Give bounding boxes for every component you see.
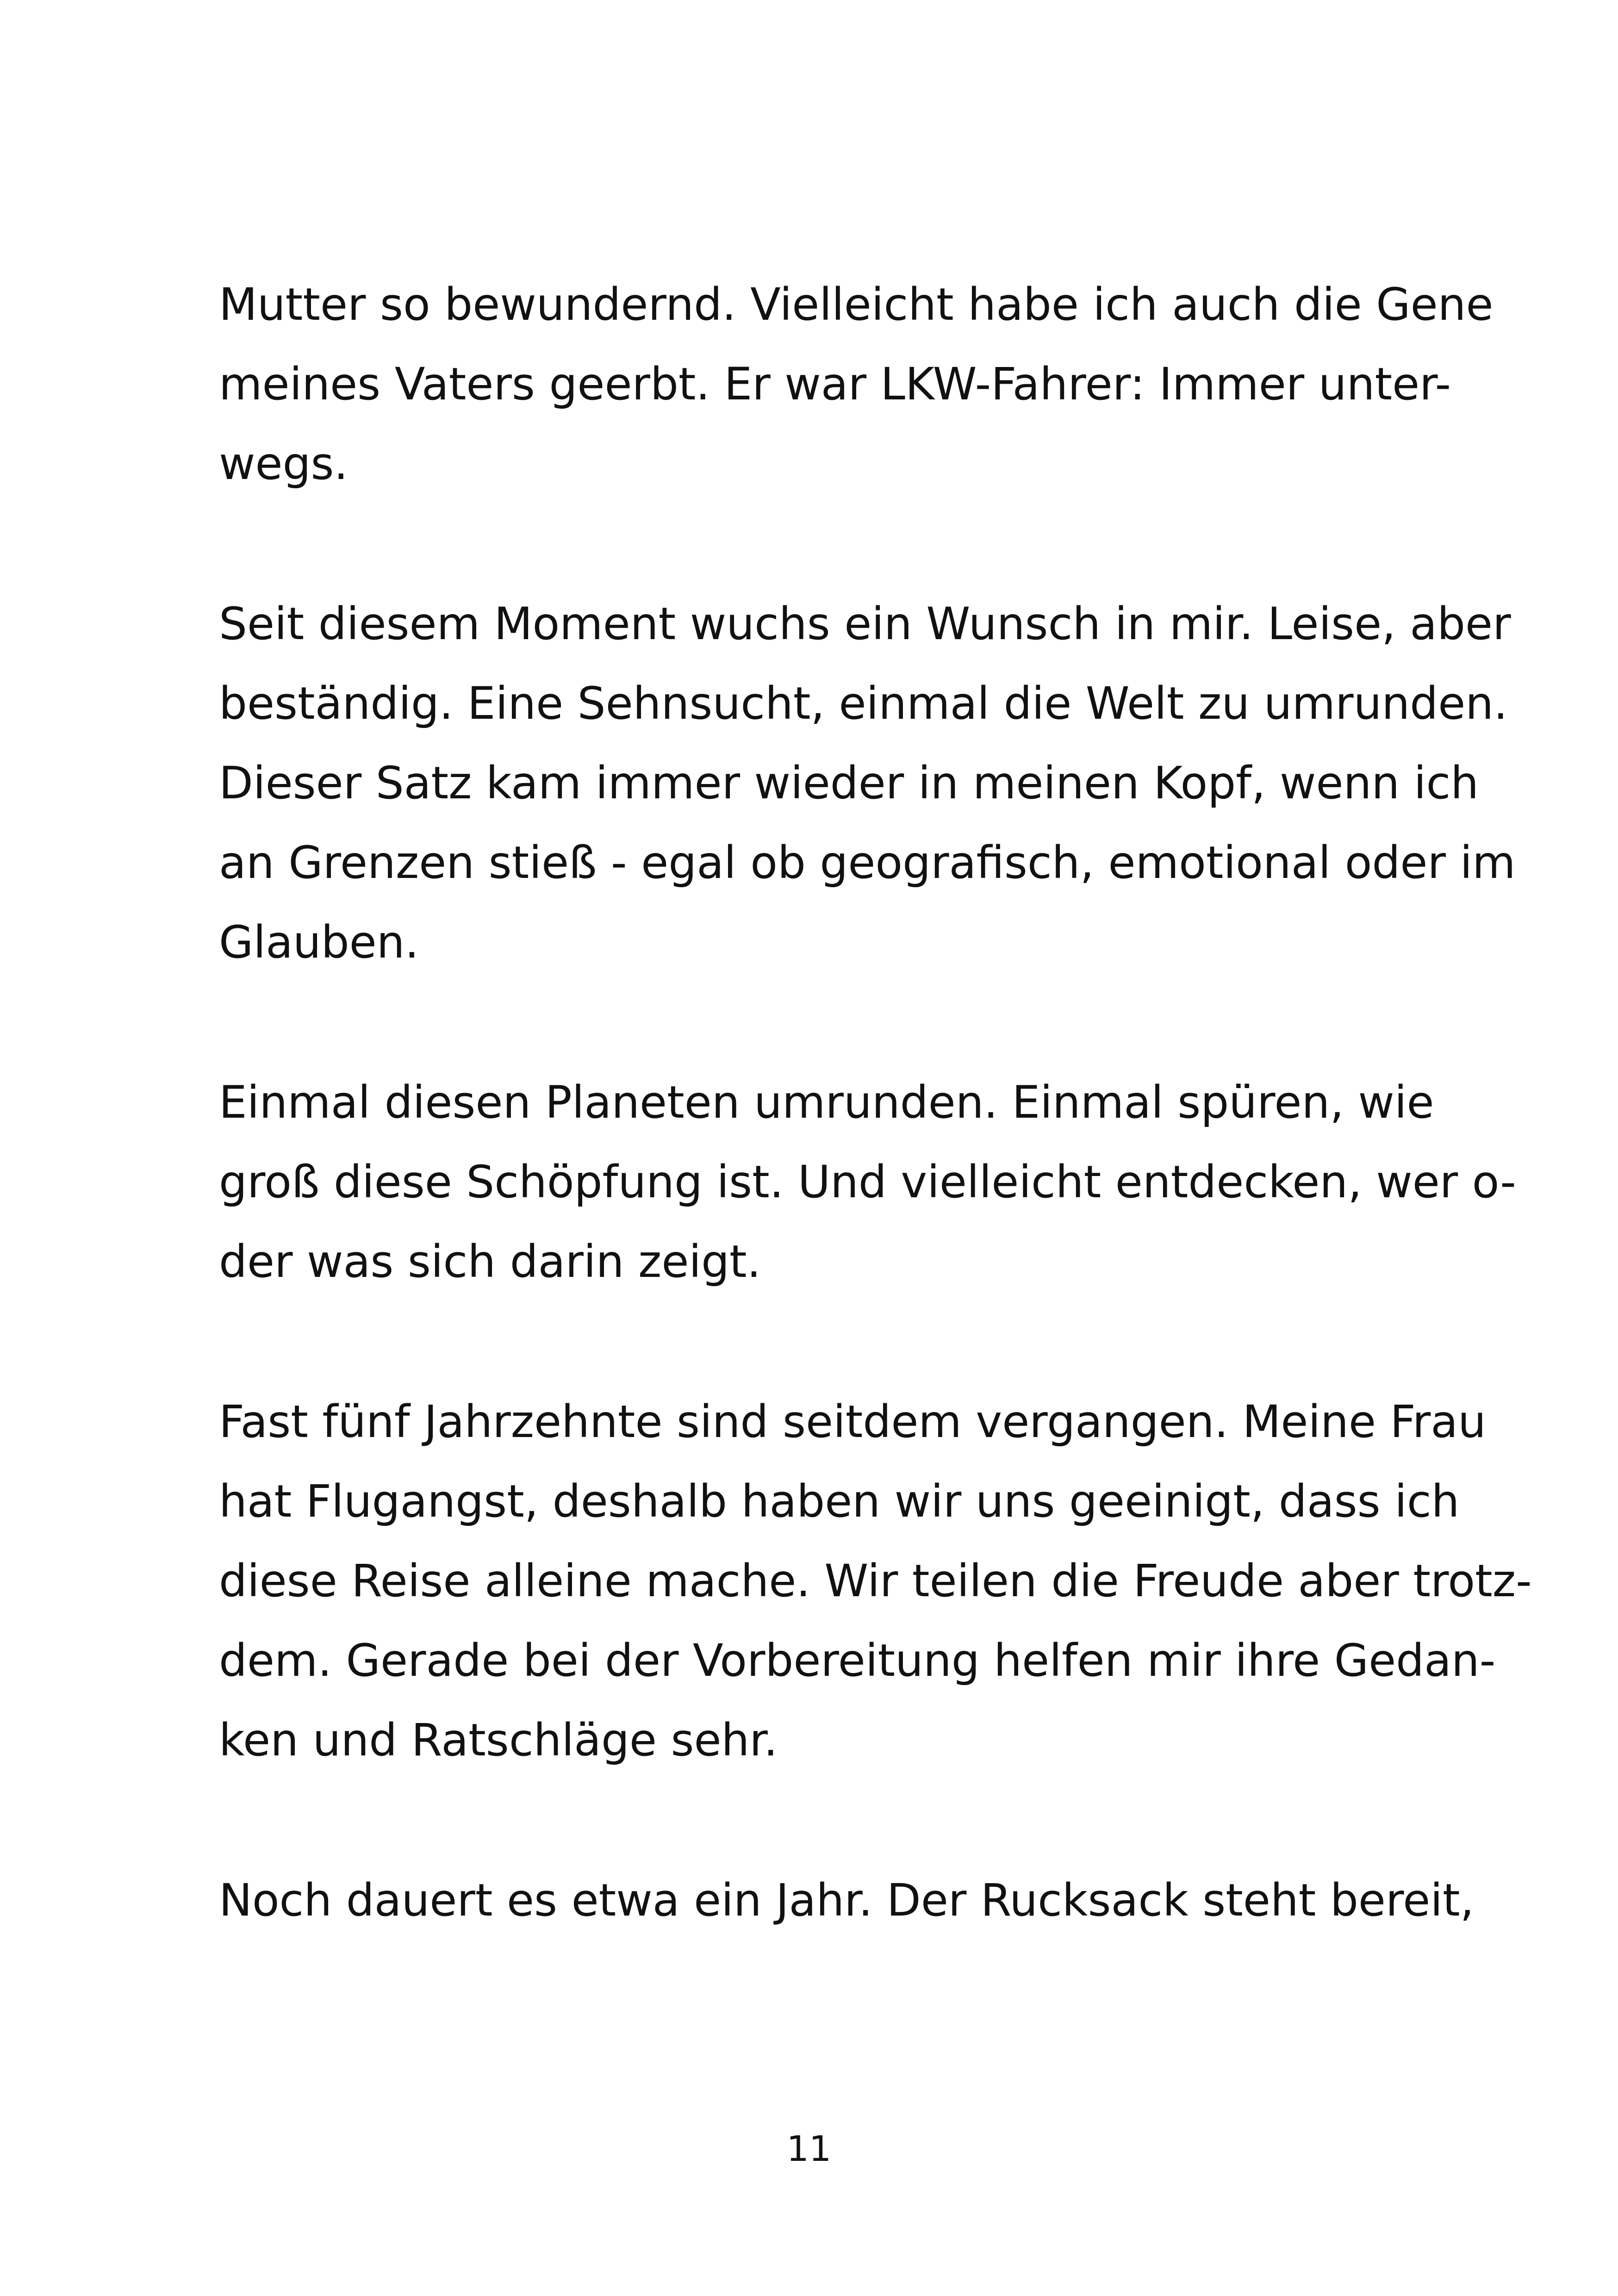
text-line: Seit diesem Moment wuchs ein Wunsch in mir. Leise, aber <box>219 598 1511 650</box>
text-line: hat Flugangst, deshalb haben wir uns geeinigt, dass ich <box>219 1475 1460 1527</box>
text-line: ken und Ratschläge sehr. <box>219 1714 778 1766</box>
text-line: an Grenzen stieß - egal ob geografisch, emotional oder im <box>219 837 1516 889</box>
text-line: Dieser Satz kam immer wieder in meinen Kopf, wenn ich <box>219 757 1479 809</box>
text-line: meines Vaters geerbt. Er war LKW-Fahrer: Immer unter- <box>219 358 1451 410</box>
text-line: groß diese Schöpfung ist. Und vielleicht entdecken, wer o- <box>219 1156 1516 1208</box>
text-line: Mutter so bewundernd. Vielleicht habe ich auch die Gene <box>219 279 1494 330</box>
text-line: diese Reise alleine mache. Wir teilen die Freude aber trotz- <box>219 1555 1532 1607</box>
text-line: beständig. Eine Sehnsucht, einmal die Welt zu umrunden. <box>219 678 1508 729</box>
page-number: 11 <box>786 2128 832 2169</box>
text-line: Fast fünf Jahrzehnte sind seitdem vergangen. Meine Frau <box>219 1396 1486 1448</box>
text-line: dem. Gerade bei der Vorbereitung helfen mir ihre Gedan- <box>219 1635 1496 1686</box>
text-line: Einmal diesen Planeten umrunden. Einmal spüren, wie <box>219 1076 1434 1128</box>
text-line: Noch dauert es etwa ein Jahr. Der Rucksack steht bereit, <box>219 1874 1475 1926</box>
text-line: wegs. <box>219 438 348 490</box>
text-line: der was sich darin zeigt. <box>219 1236 761 1288</box>
text-line: Glauben. <box>219 916 419 968</box>
